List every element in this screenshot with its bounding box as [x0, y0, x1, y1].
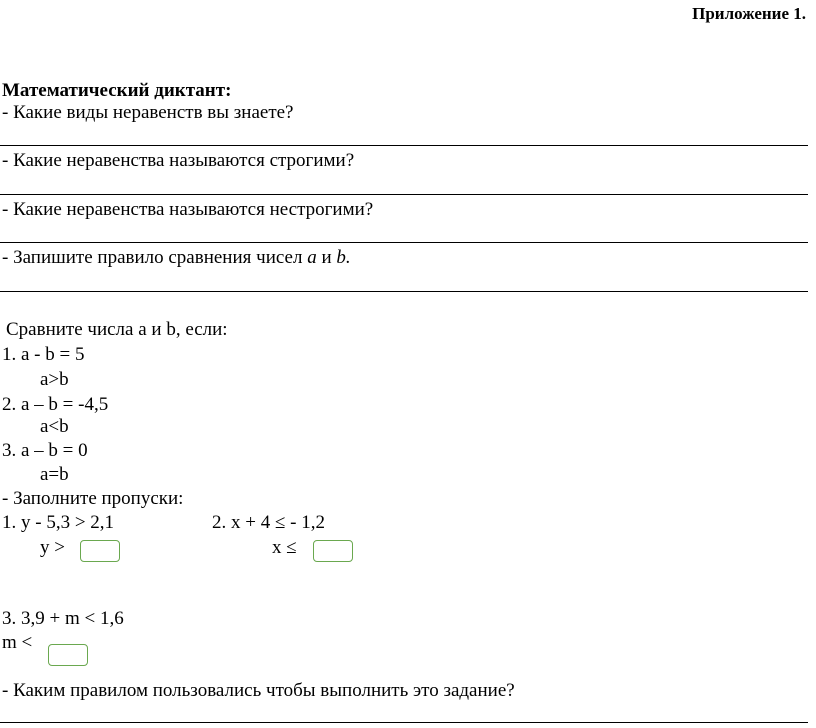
fill-intro: - Заполните пропуски: — [2, 488, 184, 509]
question-comparison-rule — [2, 247, 351, 269]
compare-eq-1: 1. a - b = 5 — [2, 344, 85, 365]
answer-box-2[interactable] — [313, 540, 353, 562]
var-b: b. — [336, 247, 351, 268]
compare-eq-2: 2. a – b = -4,5 — [2, 394, 109, 415]
compare-answer-2: a<b — [40, 416, 69, 437]
fill-answer-prefix-1: y > — [40, 537, 65, 558]
compare-answer-3: a=b — [40, 464, 69, 485]
answer-box-1[interactable] — [80, 540, 120, 562]
fill-answer-prefix-2: x ≤ — [272, 537, 297, 558]
question-text: - Запишите правило сравнения чисел — [2, 247, 303, 268]
answer-line — [0, 291, 808, 292]
question-strict: - Какие неравенства называются строгими? — [2, 150, 355, 171]
conj-and: и — [321, 247, 332, 268]
answer-box-3[interactable] — [48, 644, 88, 666]
compare-answer-1: a>b — [40, 369, 69, 390]
fill-answer-prefix-3: m < — [2, 632, 33, 653]
answer-line — [0, 242, 808, 243]
appendix-label: Приложение 1. — [692, 4, 806, 23]
question-nonstrict: - Какие неравенства называются нестрогими? — [2, 199, 374, 220]
answer-line — [0, 145, 808, 146]
dictation-title: Математический диктант: — [2, 80, 232, 101]
answer-line — [0, 722, 808, 723]
compare-intro: Сравните числа a и b, если: — [6, 319, 228, 340]
compare-eq-3: 3. a – b = 0 — [2, 440, 88, 461]
final-question: - Каким правилом пользовались чтобы выполнить это задание? — [2, 680, 515, 701]
fill-eq-2: 2. x + 4 ≤ - 1,2 — [212, 512, 325, 533]
fill-eq-3: 3. 3,9 + m < 1,6 — [2, 608, 124, 629]
answer-line — [0, 194, 808, 195]
question-inequality-types: - Какие виды неравенств вы знаете? — [2, 102, 294, 123]
var-a: a — [307, 247, 317, 268]
fill-eq-1: 1. y - 5,3 > 2,1 — [2, 512, 115, 533]
